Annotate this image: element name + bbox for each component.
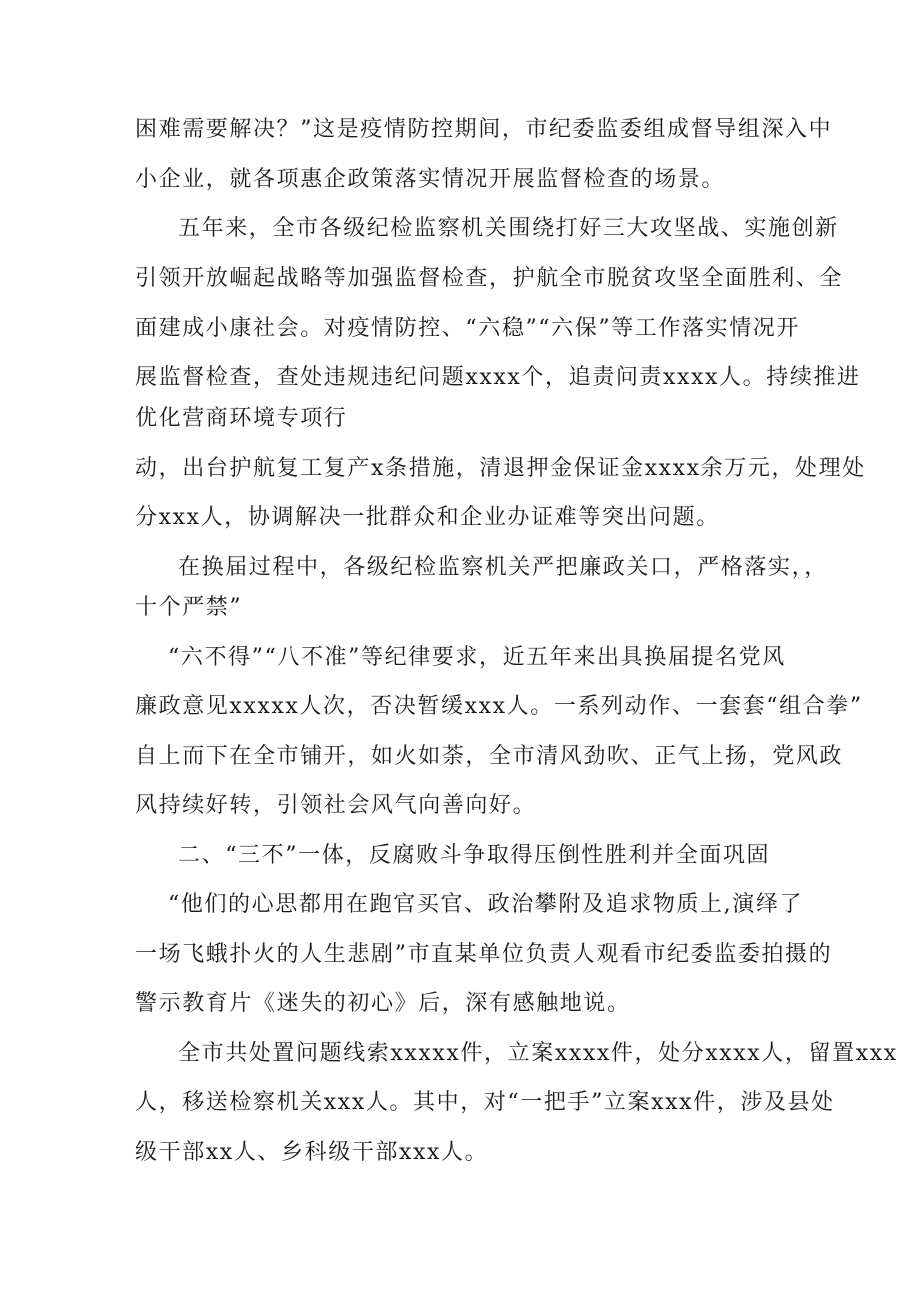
- text-line: 困难需要解决？”这是疫情防控期间，市纪委监委组成督导组深入中: [135, 117, 833, 142]
- paragraph-start: “他们的心思都用在跑官买官、政治攀附及追求物质上,演绎了: [168, 892, 804, 917]
- text-line: 十个严禁”: [135, 595, 243, 620]
- text-line: 优化营商环境专项行: [135, 406, 348, 431]
- text-line: 风持续好转，引领社会风气向善向好。: [135, 793, 537, 818]
- paragraph-start: 全市共处置问题线索xxxxx件，立案xxxx件，处分xxxx人，留置xxx: [178, 1041, 898, 1066]
- text-line: 动，出台护航复工复产x条措施，清退押金保证金xxxx余万元，处理处: [135, 456, 866, 481]
- text-line: 级干部xx人、乡科级干部xxx人。: [135, 1140, 489, 1165]
- text-line: 小企业，就各项惠企政策落实情况开展监督检查的场景。: [135, 167, 726, 192]
- text-line: 引领开放崛起战略等加强监督检查，护航全市脱贫攻坚全面胜利、全: [135, 266, 844, 291]
- text-line: 警示教育片《迷失的初心》后，深有感触地说。: [135, 991, 631, 1016]
- text-line: 分xxx人，协调解决一批群众和企业办证难等突出问题。: [135, 505, 720, 530]
- paragraph-start: “六不得”“八不准”等纪律要求，近五年来出具换届提名党风: [168, 645, 786, 670]
- text-line: 人，移送检察机关xxx人。其中，对“一把手”立案xxx件，涉及县处: [135, 1090, 835, 1115]
- paragraph-start: 在换届过程中，各级纪检监察机关严把廉政关口，严格落实，，: [178, 555, 828, 580]
- section-heading: 二、“三不”一体，反腐败斗争取得压倒性胜利并全面巩固: [178, 843, 771, 868]
- text-line: 廉政意见xxxxx人次，否决暂缓xxx人。一系列动作、一套套“组合拳”: [135, 694, 863, 719]
- paragraph-start: 五年来，全市各级纪检监察机关围绕打好三大攻坚战、实施创新: [178, 216, 839, 241]
- text-line: 展监督检查，查处违规违纪问题xxxx个，追责问责xxxx人。持续推进: [135, 365, 861, 390]
- text-line: 面建成小康社会。对疫情防控、“六稳”“六保”等工作落实情况开: [135, 316, 800, 341]
- text-line: 一场飞蛾扑火的人生悲剧”市直某单位负责人观看市纪委监委拍摄的: [135, 942, 833, 967]
- text-line: 自上而下在全市铺开，如火如荼，全市清风劲吹、正气上扬，党风政: [135, 744, 844, 769]
